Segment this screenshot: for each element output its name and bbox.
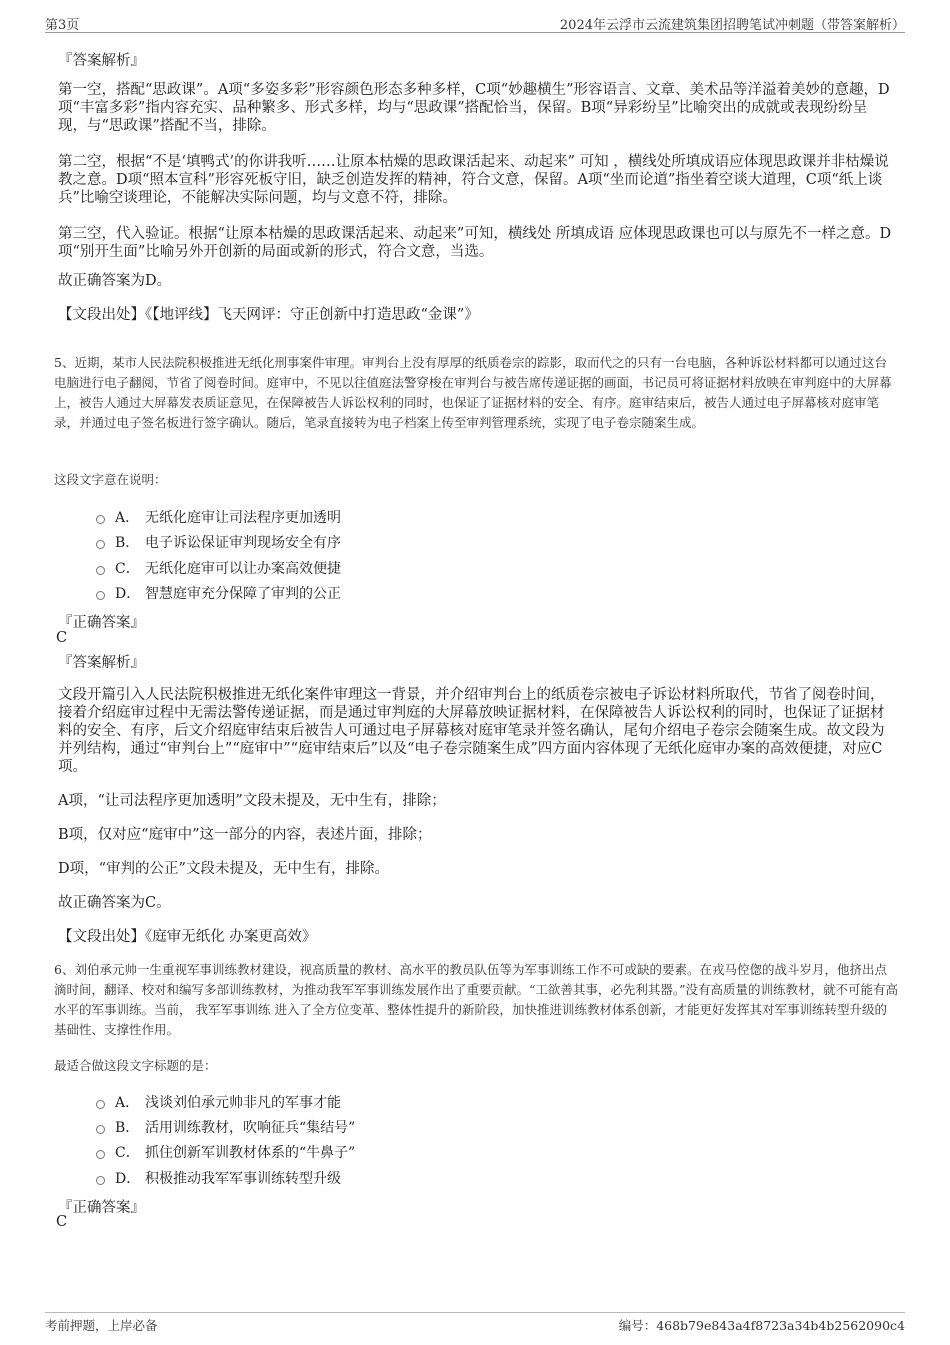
q5-answer: C (56, 630, 68, 646)
q4-analysis-para-2: 第二空，根据“不是‘填鸭式’的你讲我听……让原本枯燥的思政课活起来、动起来” 可知 ，横线处所填成语应体现思政课并非枯燥说教之意。D项“照本宣科”形容死板守旧，缺乏创造发挥的精神，符合文意，保留。A项“坐而论道”指坐着空谈大道理，C项“纸上谈兵”比喻空谈理论，不能解决实际问题，均与文意不符，排除。 (58, 154, 889, 206)
q6-question: 最适合做这段文字标题的是： (54, 1058, 217, 1073)
q6-option-a[interactable]: A． 浅谈刘伯承元帅非凡的军事才能 (96, 1092, 341, 1112)
q4-analysis-para-3: 第三空，代入验证。根据“让原本枯燥的思政课活起来、动起来”可知，横线处 所填成语 应体现思政课也可以与原先不一样之意。D项“别开生面”比喻另外开创新的局面或新的形式，符合文意，当选。 (58, 226, 892, 260)
q4-analysis-para-1: 第一空，搭配“思政课”。A项“多姿多彩”形容颜色形态多种多样，C项“妙趣横生”形容语言、文章、美术品等洋溢着美妙的意趣，D项“丰富多彩”指内容充实、品种繁多、形式多样，均与“思政课”搭配恰当，保留。B项“异彩纷呈”比喻突出的成就或表现纷纷呈现，与“思政课”搭配不当，排除。 (58, 82, 890, 134)
q6-answer-label: 『正确答案』 (58, 1200, 145, 1216)
q5-answer-label: 『正确答案』 (58, 615, 145, 631)
q5-option-a[interactable]: A． 无纸化庭审让司法程序更加透明 (96, 507, 341, 527)
radio-icon[interactable] (96, 1100, 105, 1109)
q6-option-b[interactable]: B． 活用训练教材，吹响征兵“集结号” (96, 1117, 355, 1137)
radio-icon[interactable] (96, 1176, 105, 1185)
q5-analysis-label: 『答案解析』 (58, 655, 145, 671)
q5-conclusion: 故正确答案为C。 (58, 895, 171, 911)
q4-analysis-label: 『答案解析』 (58, 53, 145, 69)
document-id: 编号：468b79e843a4f8723a34b4b2562090c4 (618, 1318, 905, 1333)
q6-answer: C (56, 1214, 68, 1230)
q5-option-a-note: A项，“让司法程序更加透明”文段未提及，无中生有，排除； (58, 793, 446, 809)
footer-slogan: 考前押题，上岸必备 (45, 1318, 158, 1333)
radio-icon[interactable] (96, 566, 105, 575)
q5-option-d[interactable]: D． 智慧庭审充分保障了审判的公正 (96, 583, 341, 603)
q5-option-c[interactable]: C． 无纸化庭审可以让办案高效便捷 (96, 558, 341, 578)
radio-icon[interactable] (96, 1150, 105, 1159)
page-footer (45, 1312, 905, 1337)
q5-stem: 5、近期，某市人民法院积极推进无纸化刑事案件审理。审判台上没有厚厚的纸质卷宗的踪影，取而代之的只有一台电脑，各种诉讼材料都可以通过这台电脑进行电子翻阅，节省了阅卷时间。庭审中，不见以往值庭法警穿梭在审判台与被告席传递证据的画面，书记员可将证据材料放映在审判庭中的大屏幕上，被告人通过大屏幕发表质证意见，在保障被告人诉讼权利的同时，也保证了证据材料的安全、有序。庭审结束后，被告人通过电子屏幕核对庭审笔录，并通过电子签名板进行签字确认。随后，笔录直接转为电子档案上传至审判管理系统，实现了电子卷宗随案生成。 (54, 355, 892, 430)
q6-stem: 6、刘伯承元帅一生重视军事训练教材建设，视高质量的教材、高水平的教员队伍等为军事训练工作不可或缺的要素。在戎马倥偬的战斗岁月，他挤出点滴时间，翻译、校对和编写多部训练教材，为推动我军军事训练发展作出了重要贡献。“工欲善其事，必先利其器。”没有高质量的训练教材，就不可能有高水平的军事训练。当前， 我军军事训练 进入了全方位变革、整体性提升的新阶段，加快推进训练教材体系创新，才能更好发挥其对军事训练转型升级的基础性、支撑性作用。 (54, 962, 899, 1037)
q5-question: 这段文字意在说明： (54, 472, 167, 487)
radio-icon[interactable] (96, 1125, 105, 1134)
q5-source: 【文段出处】《庭审无纸化 办案更高效》 (58, 929, 317, 945)
q4-conclusion: 故正确答案为D。 (58, 273, 172, 289)
q5-option-b-note: B项，仅对应“庭审中”这一部分的内容，表述片面，排除； (58, 827, 432, 843)
q5-option-d-note: D项，“审判的公正”文段未提及，无中生有，排除。 (58, 861, 389, 877)
radio-icon[interactable] (96, 515, 105, 524)
q6-option-c[interactable]: C． 抓住创新军训教材体系的“牛鼻子” (96, 1142, 355, 1162)
q5-analysis: 文段开篇引入人民法院积极推进无纸化案件审理这一背景，并介绍审判台上的纸质卷宗被电子诉讼材料所取代，节省了阅卷时间，接着介绍庭审过程中无需法警传递证据，而是通过审判庭的大屏幕放映证据材料，在保障被告人诉讼权利的同时，也保证了证据材料的安全、有序，后文介绍庭审结束后被告人可通过电子屏幕核对庭审笔录并签名确认，尾句介绍电子卷宗会随案生成。故文段为并列结构，通过“审判台上”“庭审中”“庭审结束后”以及“电子卷宗随案生成”四方面内容体现了无纸化庭审办案的高效便捷，对应C项。 (58, 687, 885, 775)
q5-option-b[interactable]: B． 电子诉讼保证审判现场安全有序 (96, 532, 341, 552)
page-number: 第3页 (45, 18, 80, 33)
radio-icon[interactable] (96, 540, 105, 549)
page-header (45, 12, 905, 33)
radio-icon[interactable] (96, 591, 105, 600)
document-title: 2024年云浮市云流建筑集团招聘笔试冲刺题（带答案解析） (559, 18, 905, 33)
q6-option-d[interactable]: D． 积极推动我军军事训练转型升级 (96, 1168, 341, 1188)
q4-source: 【文段出处】《【地评线】飞天网评：守正创新中打造思政“金课”》 (58, 307, 479, 323)
